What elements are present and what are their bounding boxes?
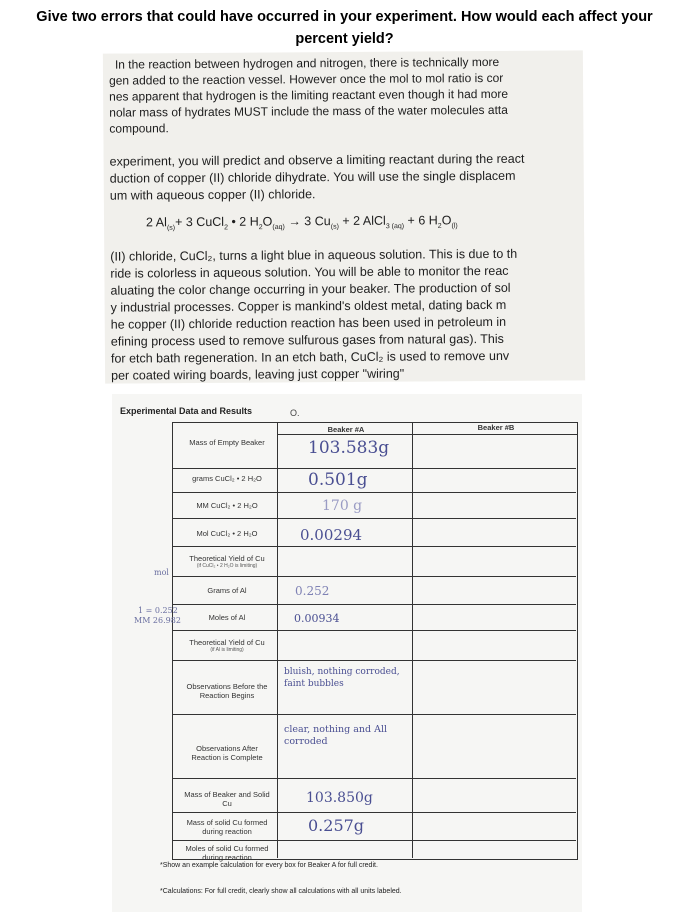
value-grams-al: 0.252 bbox=[295, 584, 330, 598]
margin-note-calc: 1 = 0.252 bbox=[138, 606, 178, 615]
value-moles-al: 0.00934 bbox=[294, 612, 340, 625]
row-label-empty-beaker: Mass of Empty Beaker bbox=[189, 438, 265, 447]
column-divider bbox=[412, 422, 413, 858]
row-label-moles-al: Moles of Al bbox=[208, 613, 246, 622]
margin-note-mol: mol bbox=[154, 568, 169, 577]
row-label-mass-solid-cu: Mass of solid Cu formed during reaction bbox=[186, 818, 268, 836]
background-line: he copper (II) chloride reduction reaction has been used in petroleum in bbox=[110, 314, 507, 332]
row-divider bbox=[172, 468, 576, 469]
intro-photo bbox=[103, 50, 585, 383]
column-header-b: Beaker #B bbox=[477, 423, 515, 432]
background-line: aluating the color change occurring in your beaker. The production of sol bbox=[110, 280, 511, 298]
question-line-1: Give two errors that could have occurred in your experiment. How would each affect your bbox=[36, 9, 653, 25]
row-label-mol-cucl2: Mol CuCl₂ • 2 H₂O bbox=[196, 529, 258, 538]
corner-mark: O. bbox=[290, 408, 300, 418]
procedure-line: um with aqueous copper (II) chloride. bbox=[109, 187, 316, 203]
row-divider bbox=[172, 492, 576, 493]
row-divider bbox=[172, 660, 576, 661]
background-line: y industrial processes. Copper is mankind's oldest metal, dating back m bbox=[110, 297, 507, 315]
intro-line: gen added to the reaction vessel. However once the mol to mol ratio is cor bbox=[108, 70, 504, 88]
table-title: Experimental Data and Results bbox=[120, 406, 253, 416]
row-divider bbox=[172, 546, 576, 547]
row-label-theoretical-yield-al: Theoretical Yield of Cu (if Al is limiting) bbox=[189, 638, 265, 653]
intro-line: compound. bbox=[109, 121, 169, 136]
row-divider bbox=[172, 630, 576, 631]
row-label-grams-al: Grams of Al bbox=[207, 586, 247, 595]
row-divider bbox=[172, 604, 576, 605]
footnote-example-calculation: *Show an example calculation for every box for Beaker A for full credit. bbox=[160, 862, 378, 869]
intro-line: In the reaction between hydrogen and nitrogen, there is technically more bbox=[114, 54, 500, 72]
value-observations-before: bluish, nothing corroded, faint bubbles bbox=[284, 667, 400, 689]
question-line-2: percent yield? bbox=[295, 31, 394, 47]
row-label-mm-cucl2: MM CuCl₂ • 2 H₂O bbox=[196, 501, 258, 510]
value-observations-after: clear, nothing and All corroded bbox=[284, 724, 388, 747]
value-mol-cucl2: 0.00294 bbox=[300, 526, 363, 544]
intro-line: nes apparent that hydrogen is the limiting reactant even though it had more bbox=[109, 86, 509, 104]
intro-line: nolar mass of hydrates MUST include the mass of the water molecules atta bbox=[109, 102, 508, 120]
row-divider bbox=[172, 576, 576, 577]
row-divider bbox=[172, 778, 576, 779]
row-label-observations-after: Observations After Reaction is Complete bbox=[191, 744, 263, 762]
value-grams-cucl2: 0.501g bbox=[308, 470, 368, 490]
question-header bbox=[0, 6, 689, 50]
column-header-a: Beaker #A bbox=[327, 425, 365, 434]
value-mass-solid-cu: 0.257g bbox=[308, 816, 365, 835]
reaction-equation: 2 $Al_{(s)}+ 3$ CuCl$_2$ • 2 $H_2O_{(aq)} \to 3$ $Cu_{(s)} + 2$ AlCl$_{3 (aq)}$ + 6 $H_2O_{(l)}$ bbox=[145, 213, 458, 232]
background-line: per coated wiring boards, leaving just copper "wiring" bbox=[111, 366, 405, 383]
margin-note-mm: MM 26.982 bbox=[134, 616, 181, 625]
procedure-line: experiment, you will predict and observe a limiting reactant during the react bbox=[109, 151, 525, 169]
procedure-line: duction of copper (II) chloride dihydrate. You will use the single displacem bbox=[109, 168, 516, 186]
row-label-moles-solid-cu: Moles of solid Cu formed during reaction bbox=[185, 844, 269, 862]
row-label-theoretical-yield-cucl2: Theoretical Yield of Cu (if CuCl₂ • 2 H₂O is limiting) bbox=[189, 554, 265, 569]
data-table-photo bbox=[112, 394, 582, 912]
row-label-observations-before: Observations Before the Reaction Begins bbox=[186, 682, 268, 700]
background-line: (II) chloride, CuCl₂, turns a light blue in aqueous solution. This is due to th bbox=[110, 246, 518, 264]
value-mm-cucl2: 170 g bbox=[322, 498, 363, 514]
row-divider bbox=[172, 518, 576, 519]
header-divider bbox=[277, 434, 577, 435]
value-empty-beaker: 103.583g bbox=[308, 438, 390, 458]
row-divider bbox=[172, 812, 576, 813]
background-line: for etch bath regeneration. In an etch bath, CuCl₂ is used to remove unv bbox=[110, 348, 510, 366]
value-mass-beaker-cu: 103.850g bbox=[306, 790, 373, 806]
column-divider bbox=[277, 422, 278, 858]
footnote-calculations: *Calculations: For full credit, clearly show all calculations with all units labeled. bbox=[160, 888, 402, 895]
row-label-grams-cucl2: grams CuCl₂ • 2 H₂O bbox=[192, 474, 262, 483]
row-divider bbox=[172, 840, 576, 841]
background-line: ride is colorless in aqueous solution. You will be able to monitor the reac bbox=[110, 263, 509, 281]
row-label-mass-beaker-cu: Mass of Beaker and Solid Cu bbox=[184, 790, 270, 808]
row-divider bbox=[172, 714, 576, 715]
background-line: efining process used to remove sulfurous gases from natural gas). This bbox=[110, 331, 504, 349]
